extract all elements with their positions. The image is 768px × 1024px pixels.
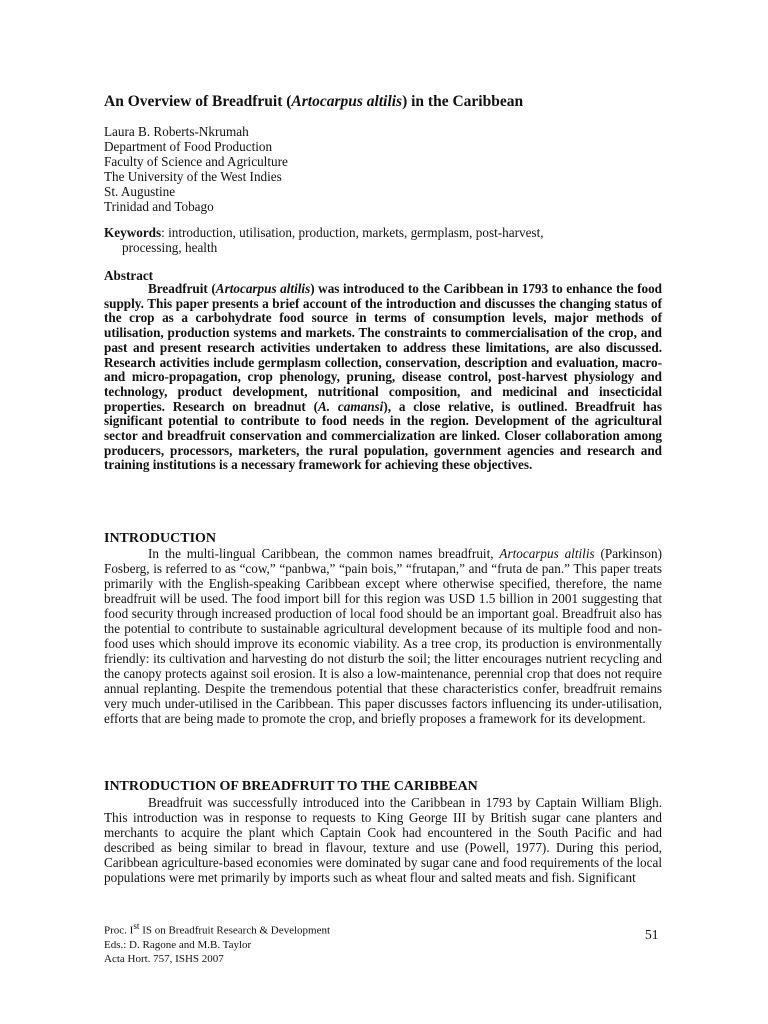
affiliation-country: Trinidad and Tobago bbox=[104, 199, 214, 214]
abstract-heading: Abstract bbox=[104, 268, 154, 283]
footer-journal: Acta Hort. 757, ISHS 2007 bbox=[104, 952, 224, 965]
section-heading-history: INTRODUCTION OF BREADFRUIT TO THE CARIBBEAN bbox=[104, 779, 478, 794]
page-number: 51 bbox=[645, 927, 659, 942]
affiliation-university: The University of the West Indies bbox=[104, 169, 282, 184]
footer-proceedings: Proc. Ist IS on Breadfruit Research & Development bbox=[104, 921, 331, 937]
affiliation-faculty: Faculty of Science and Agriculture bbox=[104, 154, 288, 169]
history-text: Breadfruit was successfully introduced into the Caribbean in 1793 by Captain William Bligh. This introduction was in response to requests to King George III by British sugar cane planters and merchants to acquire the plant which Captain Cook had encountered in the South Pacific and had described as being similar to bread in flavour, texture and use (Powell, 1977). During this period, Caribbean agriculture-based economies were dominated by sugar cane and food requirements of the local populations were met primarily by imports such as wheat flour and salted meats and fish. Significant bbox=[104, 795, 662, 885]
keywords-label: Keywords bbox=[104, 225, 162, 240]
author-affiliation bbox=[104, 124, 662, 214]
footer-citation bbox=[104, 919, 330, 966]
author-name: Laura B. Roberts-Nkrumah bbox=[104, 124, 249, 139]
footer-editors: Eds.: D. Ragone and M.B. Taylor bbox=[104, 938, 252, 951]
title-species-name: Artocarpus altilis bbox=[291, 93, 403, 110]
abstract-text: Breadfruit (Artocarpus altilis) was introduced to the Caribbean in 1793 to enhance the food supply. This paper presents a brief account of the introduction and discusses the changing status of the crop as a carbohydrate food source in terms of consumption levels, major methods of utilisation, production systems and markets. The constraints to commercialisation of the crop, and past and present research activities undertaken to address these limitations, are also discussed. Research activities include germplasm collection, conservation, description and evaluation, macro- and micro-propagation, crop phenology, pruning, disease control, post-harvest physiology and technology, product development, nutritional composition, and medicinal and insecticidal properties. Research on breadnut (A. camansi), a close relative, is outlined. Breadfruit has significant potential to contribute to food needs in the region. Development of the agricultural sector and breadfruit conservation and commercialization are linked. Closer collaboration among producers, processors, marketers, the rural population, government agencies and research and training institutions is a necessary framework for achieving these objectives. bbox=[104, 281, 662, 473]
paper-title: An Overview of Breadfruit (Artocarpus altilis) in the Caribbean bbox=[104, 93, 524, 110]
affiliation-city: St. Augustine bbox=[104, 184, 176, 199]
section-heading-introduction: INTRODUCTION bbox=[104, 531, 217, 546]
keywords-line-1: Keywords: introduction, utilisation, production, markets, germplasm, post-harvest, bbox=[104, 225, 544, 240]
keywords bbox=[104, 225, 662, 255]
affiliation-department: Department of Food Production bbox=[104, 139, 273, 154]
keywords-line-2: processing, health bbox=[122, 240, 218, 255]
introduction-text: In the multi-lingual Caribbean, the common names breadfruit, Artocarpus altilis (Parkinson) Fosberg, is referred to as “cow,” “panbwa,” “pain bois,” “frutapan,” and “fruta de pan.” This paper treats primarily with the English-speaking Caribbean except where otherwise specified, therefore, the name breadfruit will be used. The food import bill for this region was USD 1.5 billion in 2001 suggesting that food security through increased production of local food should be an important goal. Breadfruit also has the potential to contribute to sustainable agricultural development because of its multiple food and non-food uses which should improve its economic viability. As a tree crop, its production is environmentally friendly: its cultivation and harvesting do not disturb the soil; the litter encourages nutrient recycling and the canopy protects against soil erosion. It is also a low-maintenance, perennial crop that does not require annual replanting. Despite the tremendous potential that these characteristics confer, breadfruit remains very much under-utilised in the Caribbean. This paper discusses factors influencing its under-utilisation, efforts that are being made to promote the crop, and briefly proposes a framework for its development. bbox=[104, 546, 662, 726]
